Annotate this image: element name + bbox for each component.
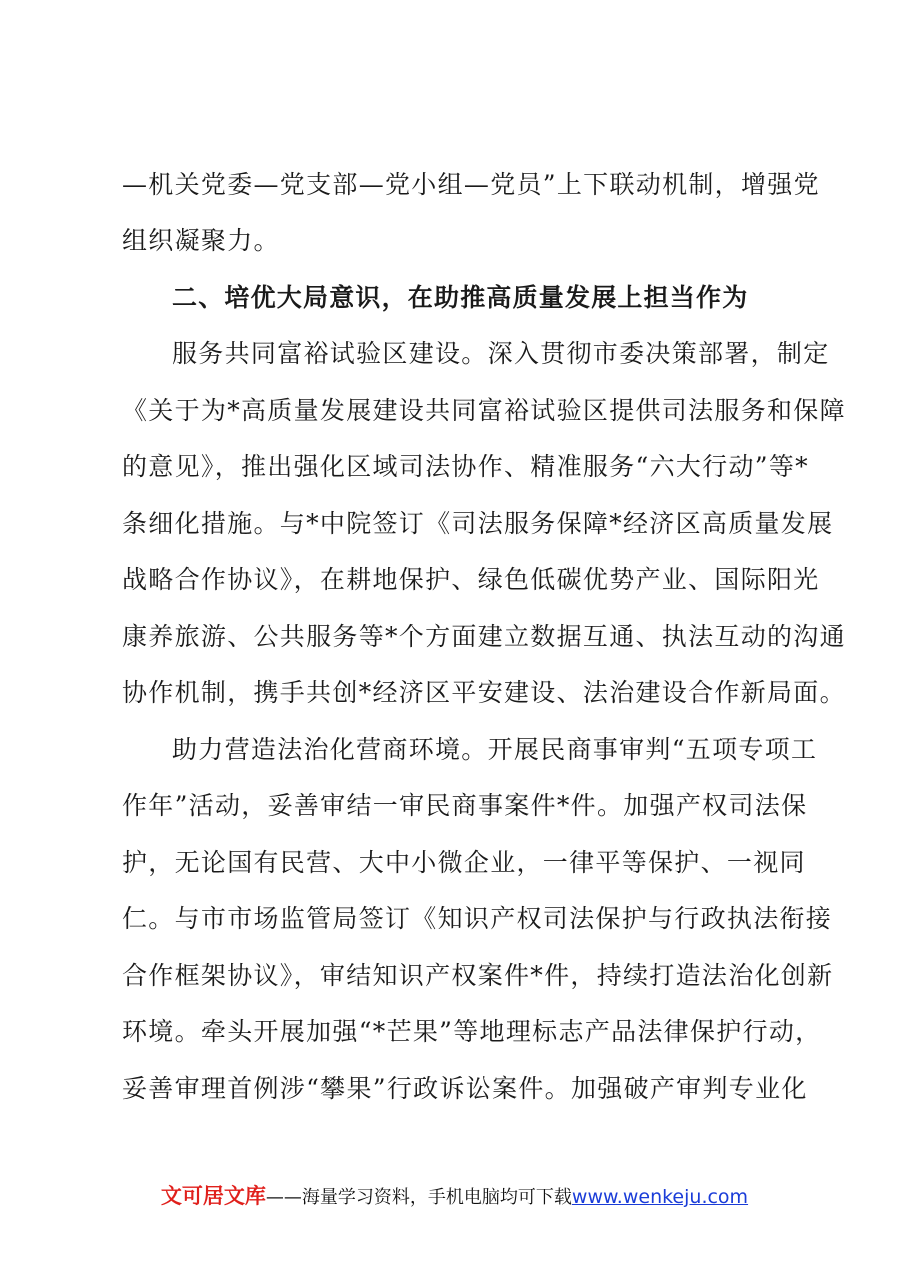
footer-url-link[interactable]: www.wenkeju.com — [571, 1186, 749, 1208]
text-line: 条细化措施。与*中院签订《司法服务保障*经济区高质量发展 — [122, 509, 834, 538]
text-line: 战略合作协议》，在耕地保护、绿色低碳优势产业、国际阳光 — [122, 565, 820, 594]
text-line: 合作框架协议》，审结知识产权案件*件，持续打造法治化创新 — [122, 961, 834, 990]
text-line: 环境。牵头开展加强“*芒果”等地理标志产品法律保护行动， — [122, 1017, 822, 1046]
text-line: 作年”活动，妥善审结一审民商事案件*件。加强产权司法保 — [122, 791, 808, 820]
footer-banner — [0, 1183, 909, 1211]
section-heading: 二、培优大局意识，在助推高质量发展上担当作为 — [172, 283, 749, 312]
text-line: 护，无论国有民营、大中小微企业，一律平等保护、一视同 — [122, 848, 806, 877]
text-line: 妥善审理首例涉“攀果”行政诉讼案件。加强破产审判专业化 — [122, 1074, 808, 1103]
text-line: 组织凝聚力。 — [122, 226, 280, 255]
paragraph-first-line: 助力营造法治化营商环境。开展民商事审判“五项专项工 — [172, 735, 818, 764]
text-line: 仁。与市市场监管局签订《知识产权司法保护与行政执法衔接 — [122, 904, 833, 933]
footer-brand: 文可居文库 — [160, 1184, 266, 1208]
text-line: 的意见》，推出强化区域司法协作、精准服务“六大行动”等* — [122, 452, 809, 481]
text-line: 协作机制，携手共创*经济区平安建设、法治建设合作新局面。 — [122, 678, 846, 707]
text-line: 康养旅游、公共服务等*个方面建立数据互通、执法互动的沟通 — [122, 622, 846, 651]
text-line: —机关党委—党支部—党小组—党员”上下联动机制，增强党 — [122, 170, 820, 199]
paragraph-first-line: 服务共同富裕试验区建设。深入贯彻市委决策部署，制定 — [172, 339, 830, 368]
footer-dash: —— — [265, 1187, 302, 1208]
text-line: 《关于为*高质量发展建设共同富裕试验区提供司法服务和保障 — [122, 396, 846, 425]
footer-slogan: 海量学习资料，手机电脑均可下载 — [301, 1187, 572, 1208]
